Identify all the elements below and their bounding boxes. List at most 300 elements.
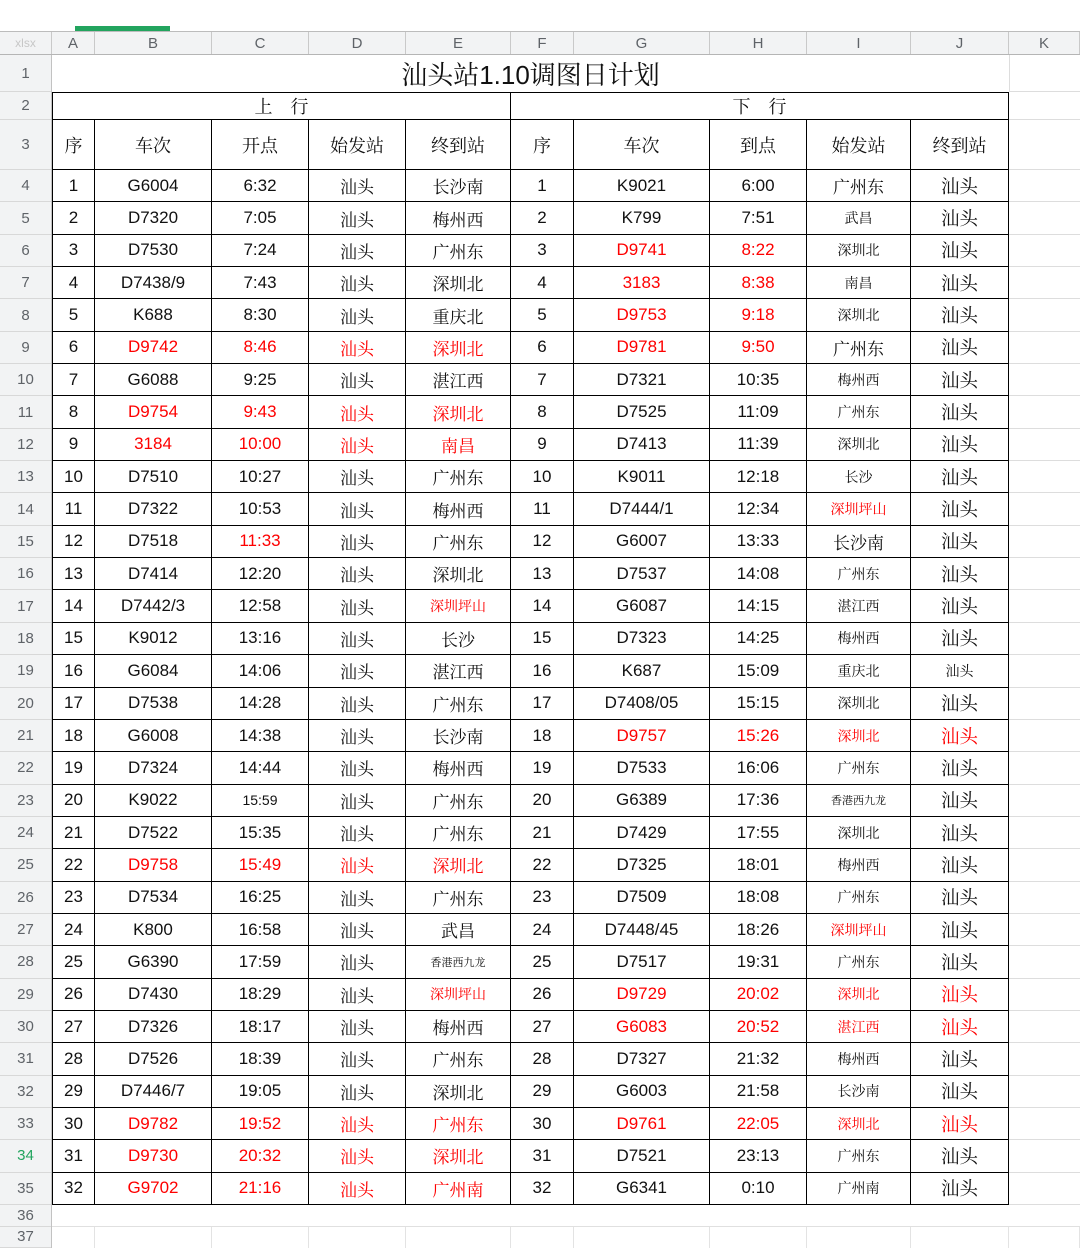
cell-A11[interactable]: 8 <box>52 396 95 428</box>
cell-F31[interactable]: 28 <box>511 1043 574 1075</box>
cell-A22[interactable]: 19 <box>52 752 95 784</box>
cell-F15[interactable]: 12 <box>511 526 574 558</box>
cell-A4[interactable]: 1 <box>52 170 95 202</box>
cell-K7[interactable] <box>1009 267 1080 299</box>
cell-A28[interactable]: 25 <box>52 946 95 978</box>
cell-K25[interactable] <box>1009 849 1080 881</box>
cell-H34[interactable]: 23:13 <box>710 1140 807 1172</box>
cell-K11[interactable] <box>1009 396 1080 428</box>
row-number-4[interactable]: 4 <box>0 170 51 202</box>
cell-J15[interactable]: 汕头 <box>911 526 1009 558</box>
cell-G21[interactable]: D9757 <box>574 720 710 752</box>
cell-J28[interactable]: 汕头 <box>911 946 1009 978</box>
cell-E32[interactable]: 深圳北 <box>406 1076 511 1108</box>
cell-J13[interactable]: 汕头 <box>911 461 1009 493</box>
cell-E34[interactable]: 深圳北 <box>406 1140 511 1172</box>
cell-A29[interactable]: 26 <box>52 979 95 1011</box>
row-number-14[interactable]: 14 <box>0 493 51 525</box>
cell-B4[interactable]: G6004 <box>95 170 212 202</box>
cell-H18[interactable]: 14:25 <box>710 623 807 655</box>
cell-D18[interactable]: 汕头 <box>309 623 406 655</box>
cell-J9[interactable]: 汕头 <box>911 332 1009 364</box>
row-number-25[interactable]: 25 <box>0 849 51 881</box>
cell-D33[interactable]: 汕头 <box>309 1108 406 1140</box>
cell-F21[interactable]: 18 <box>511 720 574 752</box>
cell-H4[interactable]: 6:00 <box>710 170 807 202</box>
cell-A7[interactable]: 4 <box>52 267 95 299</box>
cell-B27[interactable]: K800 <box>95 914 212 946</box>
cell-K26[interactable] <box>1009 882 1080 914</box>
cell-I21[interactable]: 深圳北 <box>807 720 911 752</box>
row-number-10[interactable]: 10 <box>0 364 51 396</box>
cell-B33[interactable]: D9782 <box>95 1108 212 1140</box>
cell-E33[interactable]: 广州东 <box>406 1108 511 1140</box>
cell-I20[interactable]: 深圳北 <box>807 688 911 720</box>
cell-I27[interactable]: 深圳坪山 <box>807 914 911 946</box>
cell-F12[interactable]: 9 <box>511 429 574 461</box>
cell-G33[interactable]: D9761 <box>574 1108 710 1140</box>
cell-A27[interactable]: 24 <box>52 914 95 946</box>
cell-H23[interactable]: 17:36 <box>710 785 807 817</box>
cell-E4[interactable]: 长沙南 <box>406 170 511 202</box>
cell-C32[interactable]: 19:05 <box>212 1076 309 1108</box>
cell-D15[interactable]: 汕头 <box>309 526 406 558</box>
cell-J21[interactable]: 汕头 <box>911 720 1009 752</box>
cell-H16[interactable]: 14:08 <box>710 558 807 590</box>
cell-A14[interactable]: 11 <box>52 493 95 525</box>
cell-B21[interactable]: G6008 <box>95 720 212 752</box>
cell-I18[interactable]: 梅州西 <box>807 623 911 655</box>
cell-B18[interactable]: K9012 <box>95 623 212 655</box>
row-number-28[interactable]: 28 <box>0 946 51 978</box>
cell-C5[interactable]: 7:05 <box>212 202 309 234</box>
row-number-7[interactable]: 7 <box>0 267 51 299</box>
cell-F22[interactable]: 19 <box>511 752 574 784</box>
cell-D10[interactable]: 汕头 <box>309 364 406 396</box>
column-header-B[interactable]: B <box>95 32 212 54</box>
cell-H21[interactable]: 15:26 <box>710 720 807 752</box>
cell-D14[interactable]: 汕头 <box>309 493 406 525</box>
cell-F25[interactable]: 22 <box>511 849 574 881</box>
cell-H15[interactable]: 13:33 <box>710 526 807 558</box>
cell-H19[interactable]: 15:09 <box>710 655 807 687</box>
cell-J10[interactable]: 汕头 <box>911 364 1009 396</box>
cell-C26[interactable]: 16:25 <box>212 882 309 914</box>
cell-E31[interactable]: 广州东 <box>406 1043 511 1075</box>
cell-J24[interactable]: 汕头 <box>911 817 1009 849</box>
cell-C8[interactable]: 8:30 <box>212 299 309 331</box>
cell-I12[interactable]: 深圳北 <box>807 429 911 461</box>
cell-C11[interactable]: 9:43 <box>212 396 309 428</box>
cell-H22[interactable]: 16:06 <box>710 752 807 784</box>
cell-J34[interactable]: 汕头 <box>911 1140 1009 1172</box>
cell-G14[interactable]: D7444/1 <box>574 493 710 525</box>
row-number-33[interactable]: 33 <box>0 1108 51 1140</box>
cell-E30[interactable]: 梅州西 <box>406 1011 511 1043</box>
cell-F20[interactable]: 17 <box>511 688 574 720</box>
cell-B15[interactable]: D7518 <box>95 526 212 558</box>
cell-H27[interactable]: 18:26 <box>710 914 807 946</box>
cell-I9[interactable]: 广州东 <box>807 332 911 364</box>
cell-G27[interactable]: D7448/45 <box>574 914 710 946</box>
cell-A20[interactable]: 17 <box>52 688 95 720</box>
row-number-5[interactable]: 5 <box>0 202 51 234</box>
cell-H29[interactable]: 20:02 <box>710 979 807 1011</box>
cell-K35[interactable] <box>1009 1173 1080 1205</box>
cell-I23[interactable]: 香港西九龙 <box>807 785 911 817</box>
cell-B22[interactable]: D7324 <box>95 752 212 784</box>
cell-F17[interactable]: 14 <box>511 590 574 622</box>
cell-H31[interactable]: 21:32 <box>710 1043 807 1075</box>
cell-J14[interactable]: 汕头 <box>911 493 1009 525</box>
cell-G7[interactable]: 3183 <box>574 267 710 299</box>
cell-H3[interactable]: 到点 <box>710 120 807 170</box>
cell-I30[interactable]: 湛江西 <box>807 1011 911 1043</box>
cell-K13[interactable] <box>1009 461 1080 493</box>
cell-E3[interactable]: 终到站 <box>406 120 511 170</box>
row-number-22[interactable]: 22 <box>0 752 51 784</box>
cell-G17[interactable]: G6087 <box>574 590 710 622</box>
row-number-21[interactable]: 21 <box>0 720 51 752</box>
cell-G9[interactable]: D9781 <box>574 332 710 364</box>
cell-I5[interactable]: 武昌 <box>807 202 911 234</box>
cell-H32[interactable]: 21:58 <box>710 1076 807 1108</box>
cell-G30[interactable]: G6083 <box>574 1011 710 1043</box>
cell-D20[interactable]: 汕头 <box>309 688 406 720</box>
cell-G3[interactable]: 车次 <box>574 120 710 170</box>
cell-H25[interactable]: 18:01 <box>710 849 807 881</box>
cell-C12[interactable]: 10:00 <box>212 429 309 461</box>
cell-H35[interactable]: 0:10 <box>710 1173 807 1205</box>
cell-B8[interactable]: K688 <box>95 299 212 331</box>
cell-K28[interactable] <box>1009 946 1080 978</box>
cell-C21[interactable]: 14:38 <box>212 720 309 752</box>
cell-F9[interactable]: 6 <box>511 332 574 364</box>
cell-G32[interactable]: G6003 <box>574 1076 710 1108</box>
cell-B10[interactable]: G6088 <box>95 364 212 396</box>
cell-D35[interactable]: 汕头 <box>309 1173 406 1205</box>
cell-A33[interactable]: 30 <box>52 1108 95 1140</box>
cell-B24[interactable]: D7522 <box>95 817 212 849</box>
cell-K18[interactable] <box>1009 623 1080 655</box>
cell-D12[interactable]: 汕头 <box>309 429 406 461</box>
cell-C35[interactable]: 21:16 <box>212 1173 309 1205</box>
cell-E6[interactable]: 广州东 <box>406 235 511 267</box>
sheet-title-cell[interactable]: 汕头站1.10调图日计划 <box>401 60 660 90</box>
cell-K32[interactable] <box>1009 1076 1080 1108</box>
cell-G31[interactable]: D7327 <box>574 1043 710 1075</box>
row-number-17[interactable]: 17 <box>0 590 51 622</box>
cell-H14[interactable]: 12:34 <box>710 493 807 525</box>
cell-B29[interactable]: D7430 <box>95 979 212 1011</box>
cell-G22[interactable]: D7533 <box>574 752 710 784</box>
row-number-9[interactable]: 9 <box>0 332 51 364</box>
cell-E22[interactable]: 梅州西 <box>406 752 511 784</box>
cell-C10[interactable]: 9:25 <box>212 364 309 396</box>
cell-A13[interactable]: 10 <box>52 461 95 493</box>
cell-A16[interactable]: 13 <box>52 558 95 590</box>
cell-D25[interactable]: 汕头 <box>309 849 406 881</box>
cell-E26[interactable]: 广州东 <box>406 882 511 914</box>
cell-D26[interactable]: 汕头 <box>309 882 406 914</box>
cell-F5[interactable]: 2 <box>511 202 574 234</box>
cell-E19[interactable]: 湛江西 <box>406 655 511 687</box>
cell-D32[interactable]: 汕头 <box>309 1076 406 1108</box>
cell-D11[interactable]: 汕头 <box>309 396 406 428</box>
column-header-K[interactable]: K <box>1009 32 1080 54</box>
row-number-31[interactable]: 31 <box>0 1043 51 1075</box>
cell-B30[interactable]: D7326 <box>95 1011 212 1043</box>
cell-C20[interactable]: 14:28 <box>212 688 309 720</box>
cell-H26[interactable]: 18:08 <box>710 882 807 914</box>
cell-J31[interactable]: 汕头 <box>911 1043 1009 1075</box>
cell-G5[interactable]: K799 <box>574 202 710 234</box>
cell-J8[interactable]: 汕头 <box>911 299 1009 331</box>
cell-C6[interactable]: 7:24 <box>212 235 309 267</box>
row-number-35[interactable]: 35 <box>0 1173 51 1205</box>
cell-K16[interactable] <box>1009 558 1080 590</box>
row-number-8[interactable]: 8 <box>0 299 51 331</box>
cell-E12[interactable]: 南昌 <box>406 429 511 461</box>
cell-K24[interactable] <box>1009 817 1080 849</box>
row-number-20[interactable]: 20 <box>0 688 51 720</box>
cell-E27[interactable]: 武昌 <box>406 914 511 946</box>
cell-D7[interactable]: 汕头 <box>309 267 406 299</box>
cell-J35[interactable]: 汕头 <box>911 1173 1009 1205</box>
cell-B9[interactable]: D9742 <box>95 332 212 364</box>
cell-F16[interactable]: 13 <box>511 558 574 590</box>
cell-I33[interactable]: 深圳北 <box>807 1108 911 1140</box>
cell-J3[interactable]: 终到站 <box>911 120 1009 170</box>
cell-D9[interactable]: 汕头 <box>309 332 406 364</box>
cell-F35[interactable]: 32 <box>511 1173 574 1205</box>
cell-J18[interactable]: 汕头 <box>911 623 1009 655</box>
row-number-3[interactable]: 3 <box>0 120 51 170</box>
cell-B19[interactable]: G6084 <box>95 655 212 687</box>
cell-D5[interactable]: 汕头 <box>309 202 406 234</box>
cell-D29[interactable]: 汕头 <box>309 979 406 1011</box>
cell-I19[interactable]: 重庆北 <box>807 655 911 687</box>
cell-F10[interactable]: 7 <box>511 364 574 396</box>
row-number-1[interactable]: 1 <box>0 55 51 92</box>
cell-C23[interactable]: 15:59 <box>212 785 309 817</box>
cell-G15[interactable]: G6007 <box>574 526 710 558</box>
cell-C34[interactable]: 20:32 <box>212 1140 309 1172</box>
cell-I28[interactable]: 广州东 <box>807 946 911 978</box>
cell-B20[interactable]: D7538 <box>95 688 212 720</box>
cell-J17[interactable]: 汕头 <box>911 590 1009 622</box>
cell-C13[interactable]: 10:27 <box>212 461 309 493</box>
cell-B25[interactable]: D9758 <box>95 849 212 881</box>
cell-D3[interactable]: 始发站 <box>309 120 406 170</box>
cell-K1[interactable] <box>1009 55 1080 92</box>
cell-I16[interactable]: 广州东 <box>807 558 911 590</box>
cell-K2[interactable] <box>1009 92 1080 120</box>
cell-E35[interactable]: 广州南 <box>406 1173 511 1205</box>
cell-C30[interactable]: 18:17 <box>212 1011 309 1043</box>
row-number-18[interactable]: 18 <box>0 623 51 655</box>
cell-B13[interactable]: D7510 <box>95 461 212 493</box>
cell-A26[interactable]: 23 <box>52 882 95 914</box>
cell-E23[interactable]: 广州东 <box>406 785 511 817</box>
cell-F4[interactable]: 1 <box>511 170 574 202</box>
cell-K10[interactable] <box>1009 364 1080 396</box>
row-number-12[interactable]: 12 <box>0 429 51 461</box>
cell-K33[interactable] <box>1009 1108 1080 1140</box>
cell-E14[interactable]: 梅州西 <box>406 493 511 525</box>
cell-K31[interactable] <box>1009 1043 1080 1075</box>
cell-C16[interactable]: 12:20 <box>212 558 309 590</box>
cell-B34[interactable]: D9730 <box>95 1140 212 1172</box>
cell-A25[interactable]: 22 <box>52 849 95 881</box>
cell-I15[interactable]: 长沙南 <box>807 526 911 558</box>
column-header-I[interactable]: I <box>807 32 911 54</box>
cell-G16[interactable]: D7537 <box>574 558 710 590</box>
cell-H8[interactable]: 9:18 <box>710 299 807 331</box>
cell-D23[interactable]: 汕头 <box>309 785 406 817</box>
cell-C31[interactable]: 18:39 <box>212 1043 309 1075</box>
row-number-19[interactable]: 19 <box>0 655 51 687</box>
cell-H5[interactable]: 7:51 <box>710 202 807 234</box>
cell-F28[interactable]: 25 <box>511 946 574 978</box>
cell-F27[interactable]: 24 <box>511 914 574 946</box>
cell-E16[interactable]: 深圳北 <box>406 558 511 590</box>
cell-I17[interactable]: 湛江西 <box>807 590 911 622</box>
cell-K15[interactable] <box>1009 526 1080 558</box>
cell-E7[interactable]: 深圳北 <box>406 267 511 299</box>
cell-D24[interactable]: 汕头 <box>309 817 406 849</box>
cell-I22[interactable]: 广州东 <box>807 752 911 784</box>
cell-A12[interactable]: 9 <box>52 429 95 461</box>
cell-I14[interactable]: 深圳坪山 <box>807 493 911 525</box>
cell-B31[interactable]: D7526 <box>95 1043 212 1075</box>
cell-B16[interactable]: D7414 <box>95 558 212 590</box>
cell-K9[interactable] <box>1009 332 1080 364</box>
cell-H20[interactable]: 15:15 <box>710 688 807 720</box>
cell-D27[interactable]: 汕头 <box>309 914 406 946</box>
cell-I7[interactable]: 南昌 <box>807 267 911 299</box>
cell-D28[interactable]: 汕头 <box>309 946 406 978</box>
cell-C9[interactable]: 8:46 <box>212 332 309 364</box>
cell-A24[interactable]: 21 <box>52 817 95 849</box>
cell-E15[interactable]: 广州东 <box>406 526 511 558</box>
cell-G24[interactable]: D7429 <box>574 817 710 849</box>
cell-J16[interactable]: 汕头 <box>911 558 1009 590</box>
cell-C7[interactable]: 7:43 <box>212 267 309 299</box>
cell-E9[interactable]: 深圳北 <box>406 332 511 364</box>
cell-I24[interactable]: 深圳北 <box>807 817 911 849</box>
cell-F34[interactable]: 31 <box>511 1140 574 1172</box>
cell-J6[interactable]: 汕头 <box>911 235 1009 267</box>
cell-A23[interactable]: 20 <box>52 785 95 817</box>
cell-D30[interactable]: 汕头 <box>309 1011 406 1043</box>
cell-G19[interactable]: K687 <box>574 655 710 687</box>
row-number-16[interactable]: 16 <box>0 558 51 590</box>
cell-D17[interactable]: 汕头 <box>309 590 406 622</box>
cell-E17[interactable]: 深圳坪山 <box>406 590 511 622</box>
cell-J4[interactable]: 汕头 <box>911 170 1009 202</box>
cell-A5[interactable]: 2 <box>52 202 95 234</box>
cell-B26[interactable]: D7534 <box>95 882 212 914</box>
cell-G34[interactable]: D7521 <box>574 1140 710 1172</box>
cell-I10[interactable]: 梅州西 <box>807 364 911 396</box>
cell-H9[interactable]: 9:50 <box>710 332 807 364</box>
cell-H17[interactable]: 14:15 <box>710 590 807 622</box>
cell-A17[interactable]: 14 <box>52 590 95 622</box>
row-number-23[interactable]: 23 <box>0 785 51 817</box>
cell-B23[interactable]: K9022 <box>95 785 212 817</box>
cell-F13[interactable]: 10 <box>511 461 574 493</box>
row-number-37[interactable]: 37 <box>0 1227 51 1248</box>
column-header-D[interactable]: D <box>309 32 406 54</box>
cell-E5[interactable]: 梅州西 <box>406 202 511 234</box>
row-number-27[interactable]: 27 <box>0 914 51 946</box>
cell-D6[interactable]: 汕头 <box>309 235 406 267</box>
cell-C29[interactable]: 18:29 <box>212 979 309 1011</box>
cell-F7[interactable]: 4 <box>511 267 574 299</box>
cell-A21[interactable]: 18 <box>52 720 95 752</box>
cell-J20[interactable]: 汕头 <box>911 688 1009 720</box>
cell-H24[interactable]: 17:55 <box>710 817 807 849</box>
row-number-24[interactable]: 24 <box>0 817 51 849</box>
cell-D4[interactable]: 汕头 <box>309 170 406 202</box>
cell-K6[interactable] <box>1009 235 1080 267</box>
cell-E24[interactable]: 广州东 <box>406 817 511 849</box>
cell-F3[interactable]: 序 <box>511 120 574 170</box>
cell-E21[interactable]: 长沙南 <box>406 720 511 752</box>
cell-K8[interactable] <box>1009 299 1080 331</box>
cell-K3[interactable] <box>1009 120 1080 170</box>
column-header-J[interactable]: J <box>911 32 1009 54</box>
row-number-29[interactable]: 29 <box>0 979 51 1011</box>
cell-C3[interactable]: 开点 <box>212 120 309 170</box>
cell-H30[interactable]: 20:52 <box>710 1011 807 1043</box>
cell-A15[interactable]: 12 <box>52 526 95 558</box>
cell-C4[interactable]: 6:32 <box>212 170 309 202</box>
cell-A30[interactable]: 27 <box>52 1011 95 1043</box>
cell-J30[interactable]: 汕头 <box>911 1011 1009 1043</box>
cell-B3[interactable]: 车次 <box>95 120 212 170</box>
cell-F23[interactable]: 20 <box>511 785 574 817</box>
cell-B35[interactable]: G9702 <box>95 1173 212 1205</box>
cell-J11[interactable]: 汕头 <box>911 396 1009 428</box>
cell-K19[interactable] <box>1009 655 1080 687</box>
cell-A18[interactable]: 15 <box>52 623 95 655</box>
cell-I13[interactable]: 长沙 <box>807 461 911 493</box>
cell-A19[interactable]: 16 <box>52 655 95 687</box>
cell-E13[interactable]: 广州东 <box>406 461 511 493</box>
cell-B14[interactable]: D7322 <box>95 493 212 525</box>
cell-H7[interactable]: 8:38 <box>710 267 807 299</box>
cell-A3[interactable]: 序 <box>52 120 95 170</box>
cell-K23[interactable] <box>1009 785 1080 817</box>
cell-H6[interactable]: 8:22 <box>710 235 807 267</box>
cell-B17[interactable]: D7442/3 <box>95 590 212 622</box>
up-section-header[interactable]: 上 行 <box>52 92 511 120</box>
cell-A32[interactable]: 29 <box>52 1076 95 1108</box>
cell-I11[interactable]: 广州东 <box>807 396 911 428</box>
row-number-32[interactable]: 32 <box>0 1076 51 1108</box>
cell-J33[interactable]: 汕头 <box>911 1108 1009 1140</box>
cell-A35[interactable]: 32 <box>52 1173 95 1205</box>
cell-C28[interactable]: 17:59 <box>212 946 309 978</box>
cell-G8[interactable]: D9753 <box>574 299 710 331</box>
cell-J7[interactable]: 汕头 <box>911 267 1009 299</box>
cell-G20[interactable]: D7408/05 <box>574 688 710 720</box>
cell-E18[interactable]: 长沙 <box>406 623 511 655</box>
cell-E25[interactable]: 深圳北 <box>406 849 511 881</box>
cell-D21[interactable]: 汕头 <box>309 720 406 752</box>
